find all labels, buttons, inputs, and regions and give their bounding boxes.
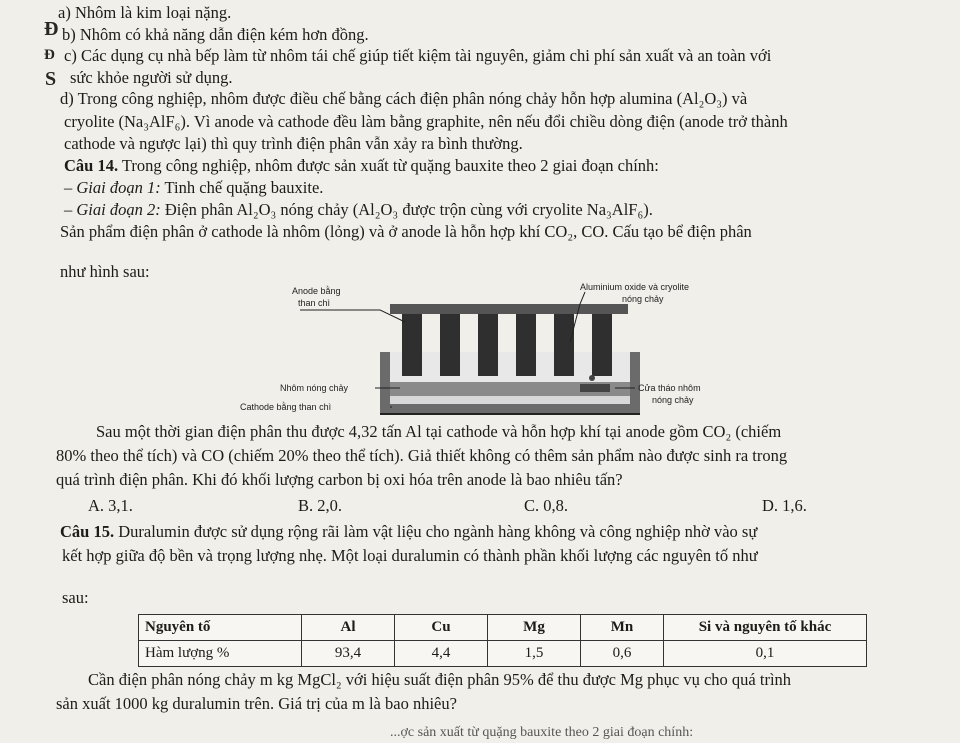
table-header: Al — [302, 615, 395, 641]
anode-2 — [440, 314, 460, 376]
question-14-body-3: quá trình điện phân. Khi đó khối lượng carbon bị oxi hóa trên anode là bao nhiêu tấn? — [56, 470, 623, 489]
anode-6 — [592, 314, 612, 376]
choice-d[interactable]: D. 1,6. — [762, 496, 807, 515]
question-15-label: Câu 15. — [60, 522, 115, 541]
oxide-label-2: nóng chảy — [622, 294, 664, 304]
stage-2-label: – Giai đoạn 2: — [64, 200, 161, 219]
question-15 — [60, 522, 757, 542]
question-14 — [64, 156, 659, 176]
oxide-label-1: Aluminium oxide và cryolite — [580, 282, 690, 292]
table-header: Mg — [488, 615, 581, 641]
pen-mark-c: Đ — [44, 47, 55, 63]
statement-a: a) Nhôm là kim loại nặng. — [58, 3, 232, 22]
products-line: Sản phẩm điện phân ở cathode là nhôm (lỏng) và ở anode là hỗn hợp khí CO₂, CO. Cấu tạo bể điện phân — [60, 222, 752, 241]
stage-1 — [64, 178, 323, 198]
statement-c-cont: sức khỏe người sử dụng. — [70, 68, 233, 87]
statement-c: c) Các dụng cụ nhà bếp làm từ nhôm tái chế giúp tiết kiệm tài nguyên, giảm chi phí sản xuất và an toàn với — [64, 46, 772, 65]
leader-anode — [300, 310, 405, 322]
overflow-text: ...ợc sản xuất từ quặng bauxite theo 2 giai đoạn chính: — [390, 725, 694, 740]
table-header: Nguyên tố — [139, 615, 302, 641]
table-cell: Hàm lượng % — [139, 641, 302, 667]
statement-d-cont2: cathode và ngược lại) thì quy trình điện phân vẫn xảy ra bình thường. — [64, 134, 523, 153]
pen-mark-b: Đ — [44, 18, 59, 40]
anode-1 — [402, 314, 422, 376]
cathode-label: Cathode bằng than chì — [240, 402, 332, 412]
aluminium-outlet — [580, 384, 610, 392]
stage-2 — [64, 200, 653, 220]
choice-a[interactable]: A. 3,1. — [88, 496, 133, 515]
statement-b: b) Nhôm có khả năng dẫn điện kém hơn đồng. — [62, 25, 369, 44]
pen-mark-d: S — [45, 68, 57, 90]
table-cell: 0,6 — [581, 641, 664, 667]
table-row — [139, 641, 867, 667]
question-14-body-1: Sau một thời gian điện phân thu được 4,32 tấn Al tại cathode và hỗn hợp khí tại anode gồm CO₂ (chiếm — [96, 422, 782, 441]
anode-bus-bar — [390, 304, 628, 314]
question-14-body-2: 80% theo thể tích) và CO (chiếm 20% theo thể tích). Giả thiết không có thêm sản phẩm nào được sinh ra trong — [56, 446, 788, 465]
anode-label-1: Anode bằng — [292, 286, 341, 296]
table-header: Mn — [581, 615, 664, 641]
molten-al-label: Nhôm nóng chảy — [280, 383, 349, 393]
outlet-label-1: Cửa tháo nhôm — [638, 383, 701, 393]
composition-table — [138, 614, 867, 667]
outlet-label-2: nóng chảy — [652, 395, 694, 405]
question-15-text: Duralumin được sử dụng rộng rãi làm vật liệu cho ngành hàng không và công nghiệp nhờ vào sự — [114, 522, 758, 541]
table-header: Cu — [395, 615, 488, 641]
statement-d: d) Trong công nghiệp, nhôm được điều chế bằng cách điện phân nóng chảy hỗn hợp alumina (Al₂O₃) và — [60, 89, 748, 108]
table-cell: 4,4 — [395, 641, 488, 667]
anode-4 — [516, 314, 536, 376]
table-cell: 0,1 — [664, 641, 867, 667]
figure-intro: như hình sau: — [60, 262, 150, 281]
anode-3 — [478, 314, 498, 376]
table-header-row — [139, 615, 867, 641]
choice-c[interactable]: C. 0,8. — [524, 496, 569, 515]
statement-d-cont1: cryolite (Na₃AlF₆). Vì anode và cathode đều làm bằng graphite, nên nếu đổi chiều dòng điện (anode trở thành — [64, 112, 788, 131]
table-cell: 93,4 — [302, 641, 395, 667]
electrolysis-cell-diagram — [240, 282, 720, 427]
stage-1-text: Tinh chế quặng bauxite. — [160, 178, 324, 197]
question-15-sau: sau: — [62, 588, 89, 607]
anode-label-2: than chì — [298, 298, 331, 308]
choice-b[interactable]: B. 2,0. — [298, 496, 343, 515]
outlet-bubble — [589, 375, 595, 381]
question-14-text: Trong công nghiệp, nhôm được sản xuất từ quặng bauxite theo 2 giai đoạn chính: — [118, 156, 659, 175]
question-15-body-2: sản xuất 1000 kg duralumin trên. Giá trị của m là bao nhiêu? — [56, 694, 457, 713]
stage-2-text: Điện phân Al₂O₃ nóng chảy (Al₂O₃ được trộn cùng với cryolite Na₃AlF₆). — [160, 200, 653, 219]
question-15-body-1: Cần điện phân nóng chảy m kg MgCl₂ với hiệu suất điện phân 95% để thu được Mg phục vụ cho quá trình — [88, 670, 792, 689]
table-header: Si và nguyên tố khác — [664, 615, 867, 641]
question-15-cont: kết hợp giữa độ bền và trọng lượng nhẹ. Một loại duralumin có thành phần khối lượng các nguyên tố như — [62, 546, 758, 565]
stage-1-label: – Giai đoạn 1: — [64, 178, 161, 197]
anode-5 — [554, 314, 574, 376]
question-14-label: Câu 14. — [64, 156, 119, 175]
table-cell: 1,5 — [488, 641, 581, 667]
